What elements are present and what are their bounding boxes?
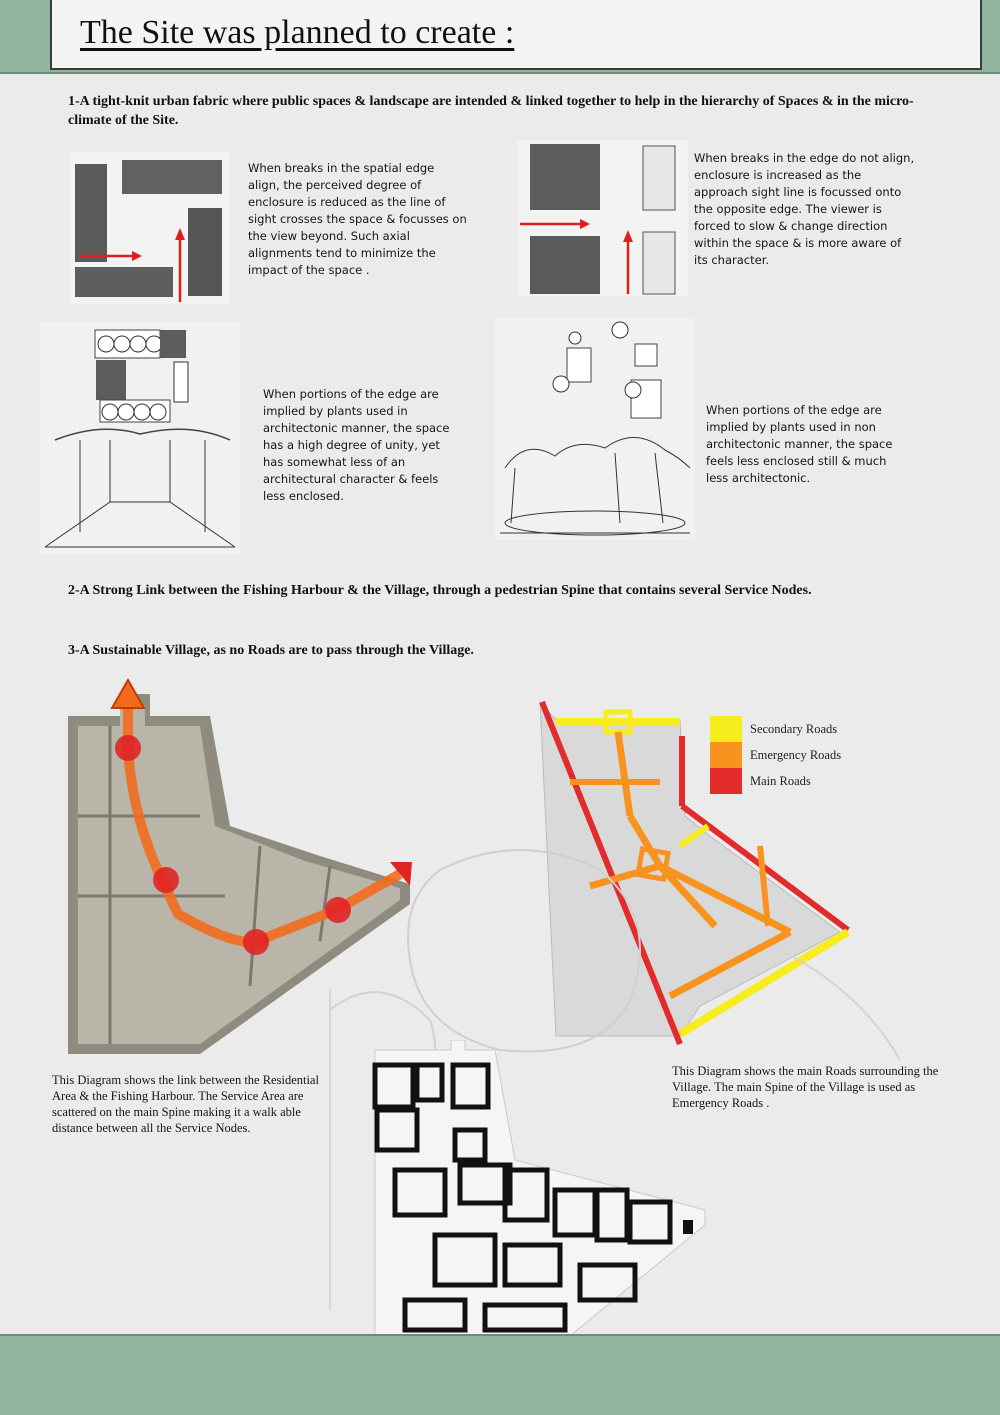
aligned-breaks-sketch: [70, 152, 230, 304]
point-1-heading: 1-A tight-knit urban fabric where public spaces & landscape are intended & linked together to help in the hierarchy of Spaces & in the micro-climate of the Site.: [68, 94, 914, 128]
point-2-heading: 2-A Strong Link between the Fishing Harbour & the Village, through a pedestrian Spine that contains several Service Nodes.: [68, 583, 812, 598]
page-title: The Site was planned to create :: [80, 14, 515, 51]
legend-item-emergency: [710, 742, 910, 768]
caption-architectonic-plants: When portions of the edge are implied by plants used in architectonic manner, the space has a high degree of unity, yet has somewhat less of an architectural character & feels less enclosed.: [263, 387, 450, 503]
non-architectonic-plants-sketch: [495, 318, 695, 540]
caption-roads-diagram: This Diagram shows the main Roads surrounding the Village. The main Spine of the Village is used as Emergency Roads .: [672, 1064, 939, 1110]
misaligned-breaks-sketch: [518, 140, 688, 296]
legend-item-main: [710, 768, 910, 794]
caption-non-architectonic-plants: When portions of the edge are implied by plants used in non architectonic manner, the space feels less enclosed still & much less architectonic.: [706, 403, 893, 485]
road-legend: [710, 716, 910, 794]
caption-aligned-breaks: When breaks in the spatial edge align, the perceived degree of enclosure is reduced as the line of sight crosses the space & focusses on the view beyond. Such axial alignments tend to minimize the impact of the space .: [248, 161, 467, 277]
legend-label: Emergency Roads: [750, 747, 842, 762]
legend-item-secondary: [710, 716, 910, 742]
legend-label: Main Roads: [750, 773, 811, 788]
figure-ground-plan: [365, 1040, 765, 1340]
legend-swatch: [710, 742, 742, 768]
architectonic-plants-sketch: [40, 322, 240, 554]
caption-misaligned-breaks: When breaks in the edge do not align, enclosure is increased as the approach sight line is focussed onto the opposite edge. The viewer is forced to slow & change direction within the space & is more aware of its character.: [694, 151, 915, 267]
legend-swatch: [710, 716, 742, 742]
legend-swatch: [710, 768, 742, 794]
footer-band: [0, 1334, 1000, 1415]
caption-spine-diagram: This Diagram shows the link between the Residential Area & the Fishing Harbour. The Service Area are scattered on the main Spine making it a walk able distance between all the Service Nodes.: [52, 1073, 319, 1135]
title-box: [50, 0, 982, 70]
legend-label: Secondary Roads: [750, 721, 838, 736]
point-3-heading: 3-A Sustainable Village, as no Roads are to pass through the Village.: [68, 643, 474, 658]
